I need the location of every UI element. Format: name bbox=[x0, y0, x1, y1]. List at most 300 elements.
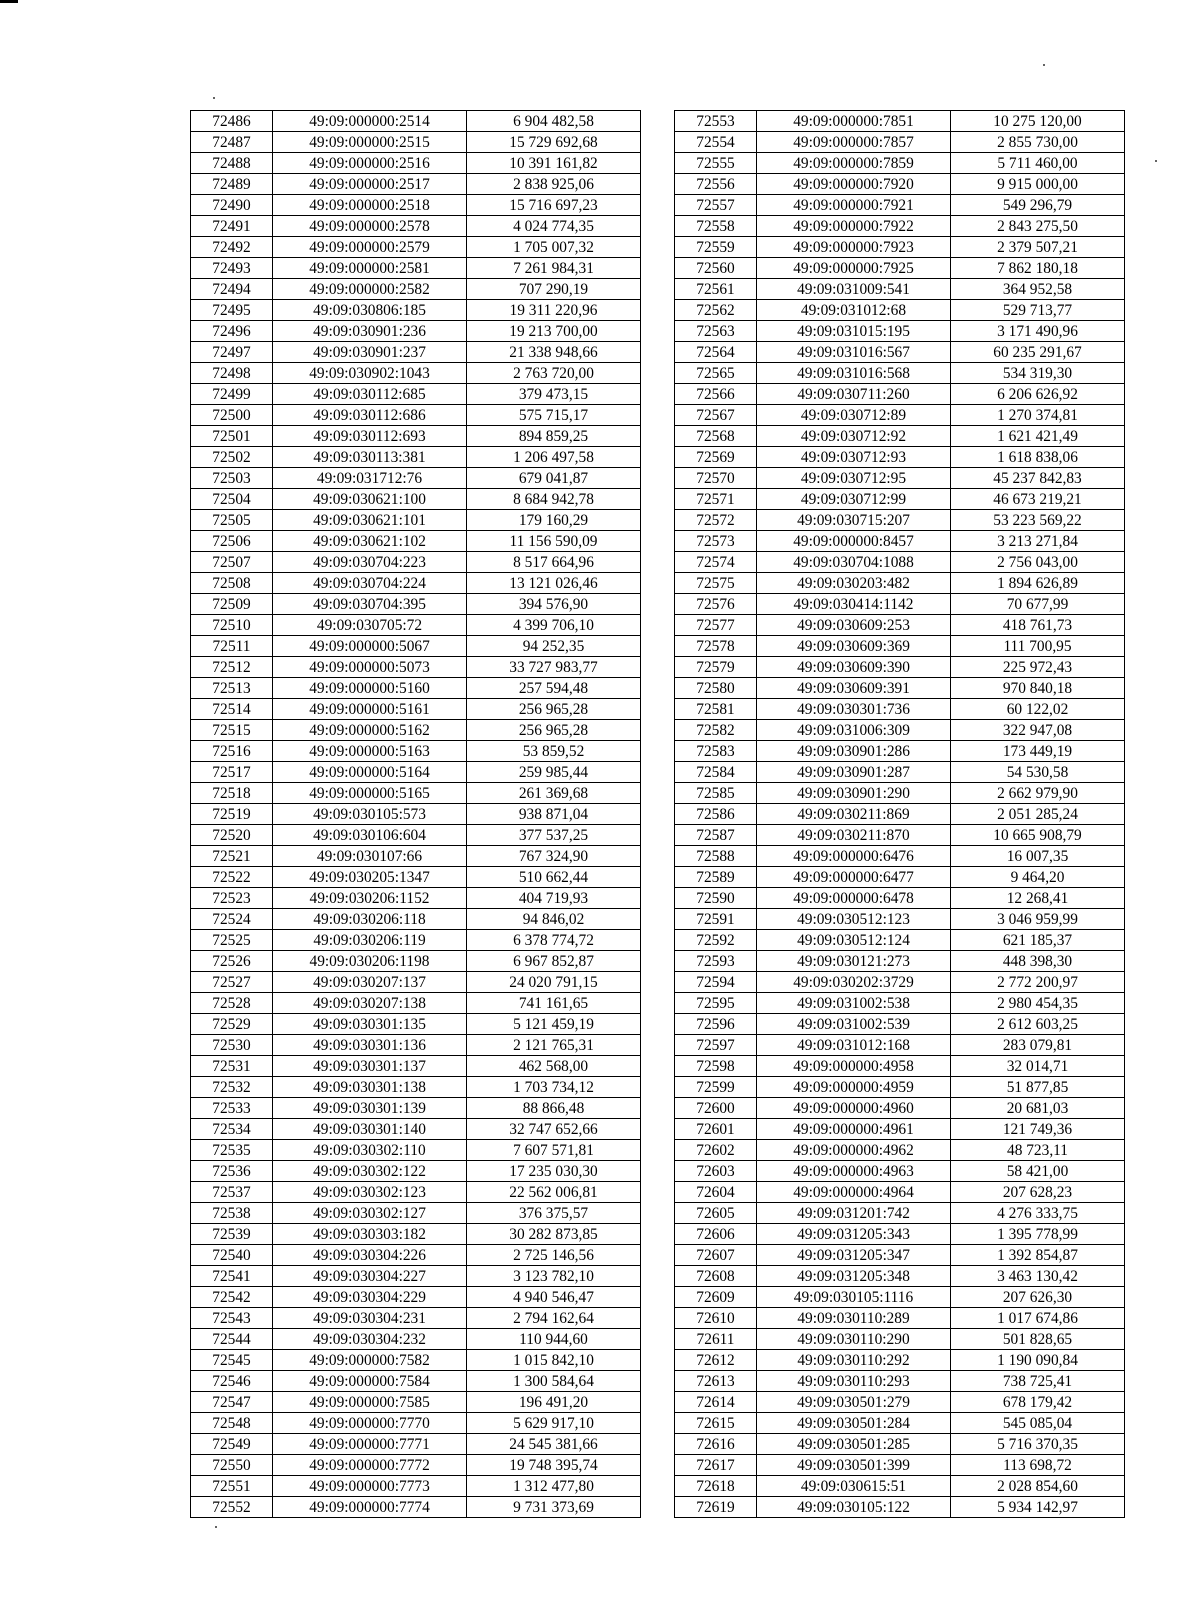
row-number-cell: 72511 bbox=[191, 636, 273, 657]
table-row bbox=[191, 1119, 641, 1140]
cadastral-number-cell: 49:09:030302:123 bbox=[273, 1182, 467, 1203]
cadastral-value-cell: 2 855 730,00 bbox=[951, 132, 1125, 153]
cadastral-number-cell: 49:09:000000:2516 bbox=[273, 153, 467, 174]
cadastral-number-cell: 49:09:030207:138 bbox=[273, 993, 467, 1014]
cadastral-number-cell: 49:09:000000:5164 bbox=[273, 762, 467, 783]
table-row bbox=[675, 447, 1125, 468]
table-row bbox=[675, 678, 1125, 699]
cadastral-value-cell: 70 677,99 bbox=[951, 594, 1125, 615]
row-number-cell: 72546 bbox=[191, 1371, 273, 1392]
row-number-cell: 72619 bbox=[675, 1497, 757, 1518]
scan-speck bbox=[1043, 64, 1045, 66]
row-number-cell: 72585 bbox=[675, 783, 757, 804]
cadastral-value-cell: 1 015 842,10 bbox=[467, 1350, 641, 1371]
cadastral-value-cell: 3 046 959,99 bbox=[951, 909, 1125, 930]
cadastral-number-cell: 49:09:030302:122 bbox=[273, 1161, 467, 1182]
table-row bbox=[675, 804, 1125, 825]
cadastral-number-cell: 49:09:031712:76 bbox=[273, 468, 467, 489]
cadastral-number-cell: 49:09:000000:5162 bbox=[273, 720, 467, 741]
cadastral-value-cell: 24 020 791,15 bbox=[467, 972, 641, 993]
table-row bbox=[675, 699, 1125, 720]
row-number-cell: 72544 bbox=[191, 1329, 273, 1350]
cadastral-number-cell: 49:09:030901:287 bbox=[757, 762, 951, 783]
cadastral-value-cell: 621 185,37 bbox=[951, 930, 1125, 951]
cadastral-number-cell: 49:09:031006:309 bbox=[757, 720, 951, 741]
cadastral-number-cell: 49:09:030901:236 bbox=[273, 321, 467, 342]
cadastral-number-cell: 49:09:000000:7925 bbox=[757, 258, 951, 279]
row-number-cell: 72501 bbox=[191, 426, 273, 447]
cadastral-number-cell: 49:09:030501:285 bbox=[757, 1434, 951, 1455]
row-number-cell: 72552 bbox=[191, 1497, 273, 1518]
table-row bbox=[675, 1287, 1125, 1308]
cadastral-value-cell: 545 085,04 bbox=[951, 1413, 1125, 1434]
cadastral-number-cell: 49:09:030711:260 bbox=[757, 384, 951, 405]
cadastral-number-cell: 49:09:030301:139 bbox=[273, 1098, 467, 1119]
cadastral-value-cell: 5 711 460,00 bbox=[951, 153, 1125, 174]
row-number-cell: 72616 bbox=[675, 1434, 757, 1455]
row-number-cell: 72548 bbox=[191, 1413, 273, 1434]
row-number-cell: 72500 bbox=[191, 405, 273, 426]
cadastral-value-cell: 16 007,35 bbox=[951, 846, 1125, 867]
table-row bbox=[675, 132, 1125, 153]
row-number-cell: 72559 bbox=[675, 237, 757, 258]
cadastral-value-cell: 4 024 774,35 bbox=[467, 216, 641, 237]
table-row bbox=[191, 1056, 641, 1077]
cadastral-number-cell: 49:09:031002:538 bbox=[757, 993, 951, 1014]
table-row bbox=[191, 762, 641, 783]
cadastral-value-cell: 364 952,58 bbox=[951, 279, 1125, 300]
cadastral-value-cell: 707 290,19 bbox=[467, 279, 641, 300]
cadastral-value-cell: 418 761,73 bbox=[951, 615, 1125, 636]
cadastral-number-cell: 49:09:030205:1347 bbox=[273, 867, 467, 888]
row-number-cell: 72574 bbox=[675, 552, 757, 573]
cadastral-value-cell: 2 843 275,50 bbox=[951, 216, 1125, 237]
table-row bbox=[191, 153, 641, 174]
cadastral-value-cell: 46 673 219,21 bbox=[951, 489, 1125, 510]
cadastral-value-cell: 4 940 546,47 bbox=[467, 1287, 641, 1308]
table-row bbox=[675, 1455, 1125, 1476]
table-row bbox=[675, 111, 1125, 132]
cadastral-value-cell: 2 612 603,25 bbox=[951, 1014, 1125, 1035]
table-row bbox=[191, 426, 641, 447]
table-row bbox=[191, 636, 641, 657]
table-row bbox=[675, 888, 1125, 909]
cadastral-value-cell: 94 252,35 bbox=[467, 636, 641, 657]
cadastral-value-cell: 7 261 984,31 bbox=[467, 258, 641, 279]
row-number-cell: 72536 bbox=[191, 1161, 273, 1182]
cadastral-number-cell: 49:09:000000:2582 bbox=[273, 279, 467, 300]
cadastral-value-cell: 738 725,41 bbox=[951, 1371, 1125, 1392]
table-body-left bbox=[191, 111, 641, 1518]
table-row bbox=[191, 552, 641, 573]
cadastral-value-cell: 259 985,44 bbox=[467, 762, 641, 783]
cadastral-value-cell: 15 716 697,23 bbox=[467, 195, 641, 216]
row-number-cell: 72553 bbox=[675, 111, 757, 132]
row-number-cell: 72602 bbox=[675, 1140, 757, 1161]
cadastral-value-cell: 10 391 161,82 bbox=[467, 153, 641, 174]
cadastral-number-cell: 49:09:000000:7772 bbox=[273, 1455, 467, 1476]
row-number-cell: 72610 bbox=[675, 1308, 757, 1329]
cadastral-number-cell: 49:09:030704:395 bbox=[273, 594, 467, 615]
cadastral-number-cell: 49:09:030806:185 bbox=[273, 300, 467, 321]
row-number-cell: 72583 bbox=[675, 741, 757, 762]
cadastral-number-cell: 49:09:030704:1088 bbox=[757, 552, 951, 573]
cadastral-value-cell: 207 628,23 bbox=[951, 1182, 1125, 1203]
cadastral-value-cell: 32 014,71 bbox=[951, 1056, 1125, 1077]
row-number-cell: 72537 bbox=[191, 1182, 273, 1203]
table-row bbox=[191, 1497, 641, 1518]
cadastral-value-cell: 6 967 852,87 bbox=[467, 951, 641, 972]
row-number-cell: 72530 bbox=[191, 1035, 273, 1056]
cadastral-number-cell: 49:09:000000:7857 bbox=[757, 132, 951, 153]
table-row bbox=[675, 1476, 1125, 1497]
cadastral-number-cell: 49:09:000000:4964 bbox=[757, 1182, 951, 1203]
cadastral-number-cell: 49:09:031009:541 bbox=[757, 279, 951, 300]
row-number-cell: 72603 bbox=[675, 1161, 757, 1182]
table-row bbox=[191, 1014, 641, 1035]
cadastral-value-cell: 322 947,08 bbox=[951, 720, 1125, 741]
cadastral-number-cell: 49:09:030304:227 bbox=[273, 1266, 467, 1287]
table-row bbox=[675, 300, 1125, 321]
cadastral-number-cell: 49:09:030106:604 bbox=[273, 825, 467, 846]
cadastral-number-cell: 49:09:030712:93 bbox=[757, 447, 951, 468]
cadastral-number-cell: 49:09:030206:1198 bbox=[273, 951, 467, 972]
cadastral-table-left bbox=[190, 110, 641, 1518]
table-row bbox=[191, 258, 641, 279]
table-row bbox=[191, 174, 641, 195]
row-number-cell: 72496 bbox=[191, 321, 273, 342]
table-row bbox=[675, 216, 1125, 237]
table-row bbox=[191, 279, 641, 300]
cadastral-number-cell: 49:09:030203:482 bbox=[757, 573, 951, 594]
cadastral-value-cell: 7 862 180,18 bbox=[951, 258, 1125, 279]
table-row bbox=[191, 1350, 641, 1371]
cadastral-value-cell: 549 296,79 bbox=[951, 195, 1125, 216]
cadastral-value-cell: 3 213 271,84 bbox=[951, 531, 1125, 552]
cadastral-number-cell: 49:09:030501:399 bbox=[757, 1455, 951, 1476]
row-number-cell: 72502 bbox=[191, 447, 273, 468]
table-row bbox=[675, 573, 1125, 594]
cadastral-number-cell: 49:09:031012:68 bbox=[757, 300, 951, 321]
cadastral-value-cell: 678 179,42 bbox=[951, 1392, 1125, 1413]
cadastral-number-cell: 49:09:030512:124 bbox=[757, 930, 951, 951]
table-row bbox=[191, 1182, 641, 1203]
cadastral-value-cell: 19 213 700,00 bbox=[467, 321, 641, 342]
row-number-cell: 72531 bbox=[191, 1056, 273, 1077]
row-number-cell: 72488 bbox=[191, 153, 273, 174]
cadastral-number-cell: 49:09:030112:686 bbox=[273, 405, 467, 426]
table-row bbox=[191, 846, 641, 867]
table-row bbox=[675, 321, 1125, 342]
table-row bbox=[191, 447, 641, 468]
row-number-cell: 72538 bbox=[191, 1203, 273, 1224]
row-number-cell: 72520 bbox=[191, 825, 273, 846]
table-row bbox=[675, 1077, 1125, 1098]
table-row bbox=[191, 1224, 641, 1245]
cadastral-value-cell: 54 530,58 bbox=[951, 762, 1125, 783]
row-number-cell: 72613 bbox=[675, 1371, 757, 1392]
table-row bbox=[675, 930, 1125, 951]
cadastral-number-cell: 49:09:030211:870 bbox=[757, 825, 951, 846]
cadastral-number-cell: 49:09:000000:5160 bbox=[273, 678, 467, 699]
table-row bbox=[191, 909, 641, 930]
row-number-cell: 72550 bbox=[191, 1455, 273, 1476]
cadastral-number-cell: 49:09:030621:101 bbox=[273, 510, 467, 531]
cadastral-number-cell: 49:09:000000:4963 bbox=[757, 1161, 951, 1182]
table-row bbox=[675, 1245, 1125, 1266]
table-row bbox=[675, 1350, 1125, 1371]
table-row bbox=[675, 594, 1125, 615]
row-number-cell: 72551 bbox=[191, 1476, 273, 1497]
row-number-cell: 72554 bbox=[675, 132, 757, 153]
table-row bbox=[191, 489, 641, 510]
cadastral-value-cell: 9 731 373,69 bbox=[467, 1497, 641, 1518]
row-number-cell: 72532 bbox=[191, 1077, 273, 1098]
cadastral-value-cell: 970 840,18 bbox=[951, 678, 1125, 699]
cadastral-number-cell: 49:09:000000:7923 bbox=[757, 237, 951, 258]
cadastral-value-cell: 10 665 908,79 bbox=[951, 825, 1125, 846]
table-row bbox=[191, 1287, 641, 1308]
row-number-cell: 72549 bbox=[191, 1434, 273, 1455]
table-row bbox=[675, 489, 1125, 510]
cadastral-value-cell: 2 756 043,00 bbox=[951, 552, 1125, 573]
table-row bbox=[191, 111, 641, 132]
row-number-cell: 72572 bbox=[675, 510, 757, 531]
row-number-cell: 72586 bbox=[675, 804, 757, 825]
cadastral-value-cell: 48 723,11 bbox=[951, 1140, 1125, 1161]
cadastral-value-cell: 2 028 854,60 bbox=[951, 1476, 1125, 1497]
row-number-cell: 72504 bbox=[191, 489, 273, 510]
table-row bbox=[191, 1434, 641, 1455]
cadastral-value-cell: 257 594,48 bbox=[467, 678, 641, 699]
table-row bbox=[675, 993, 1125, 1014]
table-row bbox=[191, 1455, 641, 1476]
table-row bbox=[675, 363, 1125, 384]
table-row bbox=[191, 972, 641, 993]
table-row bbox=[191, 993, 641, 1014]
table-row bbox=[675, 909, 1125, 930]
cadastral-value-cell: 94 846,02 bbox=[467, 909, 641, 930]
row-number-cell: 72593 bbox=[675, 951, 757, 972]
cadastral-number-cell: 49:09:030301:736 bbox=[757, 699, 951, 720]
cadastral-value-cell: 113 698,72 bbox=[951, 1455, 1125, 1476]
row-number-cell: 72581 bbox=[675, 699, 757, 720]
row-number-cell: 72600 bbox=[675, 1098, 757, 1119]
table-row bbox=[191, 825, 641, 846]
table-row bbox=[675, 951, 1125, 972]
cadastral-value-cell: 1 206 497,58 bbox=[467, 447, 641, 468]
table-row bbox=[675, 1392, 1125, 1413]
table-row bbox=[675, 174, 1125, 195]
row-number-cell: 72497 bbox=[191, 342, 273, 363]
cadastral-table-right bbox=[674, 110, 1125, 1518]
table-row bbox=[191, 657, 641, 678]
table-row bbox=[675, 1371, 1125, 1392]
table-row bbox=[191, 1476, 641, 1497]
cadastral-number-cell: 49:09:030302:127 bbox=[273, 1203, 467, 1224]
cadastral-number-cell: 49:09:030301:136 bbox=[273, 1035, 467, 1056]
cadastral-number-cell: 49:09:030105:1116 bbox=[757, 1287, 951, 1308]
cadastral-number-cell: 49:09:031205:347 bbox=[757, 1245, 951, 1266]
cadastral-value-cell: 13 121 026,46 bbox=[467, 573, 641, 594]
cadastral-number-cell: 49:09:000000:6477 bbox=[757, 867, 951, 888]
cadastral-value-cell: 3 171 490,96 bbox=[951, 321, 1125, 342]
cadastral-number-cell: 49:09:000000:2515 bbox=[273, 132, 467, 153]
row-number-cell: 72595 bbox=[675, 993, 757, 1014]
scan-speck bbox=[215, 1526, 217, 1528]
cadastral-number-cell: 49:09:000000:7859 bbox=[757, 153, 951, 174]
table-row bbox=[675, 153, 1125, 174]
table-row bbox=[675, 1182, 1125, 1203]
row-number-cell: 72563 bbox=[675, 321, 757, 342]
table-row bbox=[675, 825, 1125, 846]
table-row bbox=[675, 342, 1125, 363]
cadastral-value-cell: 2 980 454,35 bbox=[951, 993, 1125, 1014]
cadastral-number-cell: 49:09:030105:573 bbox=[273, 804, 467, 825]
cadastral-value-cell: 1 705 007,32 bbox=[467, 237, 641, 258]
row-number-cell: 72578 bbox=[675, 636, 757, 657]
row-number-cell: 72518 bbox=[191, 783, 273, 804]
table-row bbox=[675, 783, 1125, 804]
cadastral-number-cell: 49:09:031016:568 bbox=[757, 363, 951, 384]
table-row bbox=[675, 1161, 1125, 1182]
cadastral-number-cell: 49:09:030301:138 bbox=[273, 1077, 467, 1098]
cadastral-number-cell: 49:09:031201:742 bbox=[757, 1203, 951, 1224]
table-row bbox=[675, 195, 1125, 216]
table-row bbox=[191, 216, 641, 237]
table-row bbox=[191, 594, 641, 615]
cadastral-number-cell: 49:09:030202:3729 bbox=[757, 972, 951, 993]
row-number-cell: 72615 bbox=[675, 1413, 757, 1434]
cadastral-number-cell: 49:09:030615:51 bbox=[757, 1476, 951, 1497]
cadastral-number-cell: 49:09:030304:232 bbox=[273, 1329, 467, 1350]
table-row bbox=[191, 1245, 641, 1266]
cadastral-number-cell: 49:09:030211:869 bbox=[757, 804, 951, 825]
cadastral-number-cell: 49:09:031205:348 bbox=[757, 1266, 951, 1287]
row-number-cell: 72618 bbox=[675, 1476, 757, 1497]
row-number-cell: 72515 bbox=[191, 720, 273, 741]
table-row bbox=[675, 510, 1125, 531]
cadastral-number-cell: 49:09:031016:567 bbox=[757, 342, 951, 363]
table-row bbox=[191, 510, 641, 531]
cadastral-value-cell: 121 749,36 bbox=[951, 1119, 1125, 1140]
table-row bbox=[675, 1434, 1125, 1455]
cadastral-value-cell: 379 473,15 bbox=[467, 384, 641, 405]
cadastral-number-cell: 49:09:000000:4960 bbox=[757, 1098, 951, 1119]
table-row bbox=[675, 1098, 1125, 1119]
row-number-cell: 72512 bbox=[191, 657, 273, 678]
row-number-cell: 72491 bbox=[191, 216, 273, 237]
cadastral-number-cell: 49:09:030304:231 bbox=[273, 1308, 467, 1329]
cadastral-number-cell: 49:09:030901:286 bbox=[757, 741, 951, 762]
cadastral-value-cell: 6 378 774,72 bbox=[467, 930, 641, 951]
cadastral-number-cell: 49:09:030414:1142 bbox=[757, 594, 951, 615]
row-number-cell: 72508 bbox=[191, 573, 273, 594]
cadastral-value-cell: 6 904 482,58 bbox=[467, 111, 641, 132]
row-number-cell: 72569 bbox=[675, 447, 757, 468]
cadastral-value-cell: 1 618 838,06 bbox=[951, 447, 1125, 468]
table-row bbox=[675, 846, 1125, 867]
row-number-cell: 72617 bbox=[675, 1455, 757, 1476]
table-row bbox=[191, 1266, 641, 1287]
table-row bbox=[191, 1392, 641, 1413]
cadastral-number-cell: 49:09:000000:8457 bbox=[757, 531, 951, 552]
cadastral-number-cell: 49:09:030712:95 bbox=[757, 468, 951, 489]
row-number-cell: 72521 bbox=[191, 846, 273, 867]
row-number-cell: 72542 bbox=[191, 1287, 273, 1308]
table-row bbox=[191, 720, 641, 741]
cadastral-number-cell: 49:09:030704:224 bbox=[273, 573, 467, 594]
cadastral-value-cell: 51 877,85 bbox=[951, 1077, 1125, 1098]
cadastral-value-cell: 938 871,04 bbox=[467, 804, 641, 825]
row-number-cell: 72533 bbox=[191, 1098, 273, 1119]
cadastral-value-cell: 448 398,30 bbox=[951, 951, 1125, 972]
row-number-cell: 72612 bbox=[675, 1350, 757, 1371]
row-number-cell: 72498 bbox=[191, 363, 273, 384]
table-row bbox=[191, 1203, 641, 1224]
cadastral-number-cell: 49:09:030301:137 bbox=[273, 1056, 467, 1077]
cadastral-number-cell: 49:09:030105:122 bbox=[757, 1497, 951, 1518]
table-row bbox=[191, 1329, 641, 1350]
cadastral-value-cell: 1 270 374,81 bbox=[951, 405, 1125, 426]
cadastral-number-cell: 49:09:030609:390 bbox=[757, 657, 951, 678]
cadastral-value-cell: 767 324,90 bbox=[467, 846, 641, 867]
cadastral-value-cell: 20 681,03 bbox=[951, 1098, 1125, 1119]
row-number-cell: 72555 bbox=[675, 153, 757, 174]
cadastral-value-cell: 24 545 381,66 bbox=[467, 1434, 641, 1455]
cadastral-value-cell: 5 934 142,97 bbox=[951, 1497, 1125, 1518]
table-body-right bbox=[675, 111, 1125, 1518]
cadastral-number-cell: 49:09:030301:140 bbox=[273, 1119, 467, 1140]
cadastral-value-cell: 179 160,29 bbox=[467, 510, 641, 531]
cadastral-value-cell: 4 399 706,10 bbox=[467, 615, 641, 636]
cadastral-value-cell: 261 369,68 bbox=[467, 783, 641, 804]
cadastral-value-cell: 534 319,30 bbox=[951, 363, 1125, 384]
table-row bbox=[191, 951, 641, 972]
cadastral-number-cell: 49:09:030206:118 bbox=[273, 909, 467, 930]
row-number-cell: 72525 bbox=[191, 930, 273, 951]
cadastral-number-cell: 49:09:030110:292 bbox=[757, 1350, 951, 1371]
row-number-cell: 72523 bbox=[191, 888, 273, 909]
table-row bbox=[675, 1308, 1125, 1329]
row-number-cell: 72545 bbox=[191, 1350, 273, 1371]
table-row bbox=[191, 930, 641, 951]
row-number-cell: 72604 bbox=[675, 1182, 757, 1203]
cadastral-value-cell: 404 719,93 bbox=[467, 888, 641, 909]
cadastral-number-cell: 49:09:030712:99 bbox=[757, 489, 951, 510]
table-row bbox=[191, 468, 641, 489]
cadastral-number-cell: 49:09:030207:137 bbox=[273, 972, 467, 993]
row-number-cell: 72598 bbox=[675, 1056, 757, 1077]
row-number-cell: 72560 bbox=[675, 258, 757, 279]
row-number-cell: 72608 bbox=[675, 1266, 757, 1287]
row-number-cell: 72507 bbox=[191, 552, 273, 573]
cadastral-number-cell: 49:09:000000:4961 bbox=[757, 1119, 951, 1140]
cadastral-number-cell: 49:09:000000:2579 bbox=[273, 237, 467, 258]
row-number-cell: 72579 bbox=[675, 657, 757, 678]
row-number-cell: 72524 bbox=[191, 909, 273, 930]
row-number-cell: 72570 bbox=[675, 468, 757, 489]
cadastral-value-cell: 15 729 692,68 bbox=[467, 132, 641, 153]
row-number-cell: 72592 bbox=[675, 930, 757, 951]
cadastral-value-cell: 1 395 778,99 bbox=[951, 1224, 1125, 1245]
row-number-cell: 72509 bbox=[191, 594, 273, 615]
row-number-cell: 72539 bbox=[191, 1224, 273, 1245]
cadastral-number-cell: 49:09:031205:343 bbox=[757, 1224, 951, 1245]
cadastral-number-cell: 49:09:030901:290 bbox=[757, 783, 951, 804]
cadastral-number-cell: 49:09:030112:693 bbox=[273, 426, 467, 447]
cadastral-value-cell: 7 607 571,81 bbox=[467, 1140, 641, 1161]
